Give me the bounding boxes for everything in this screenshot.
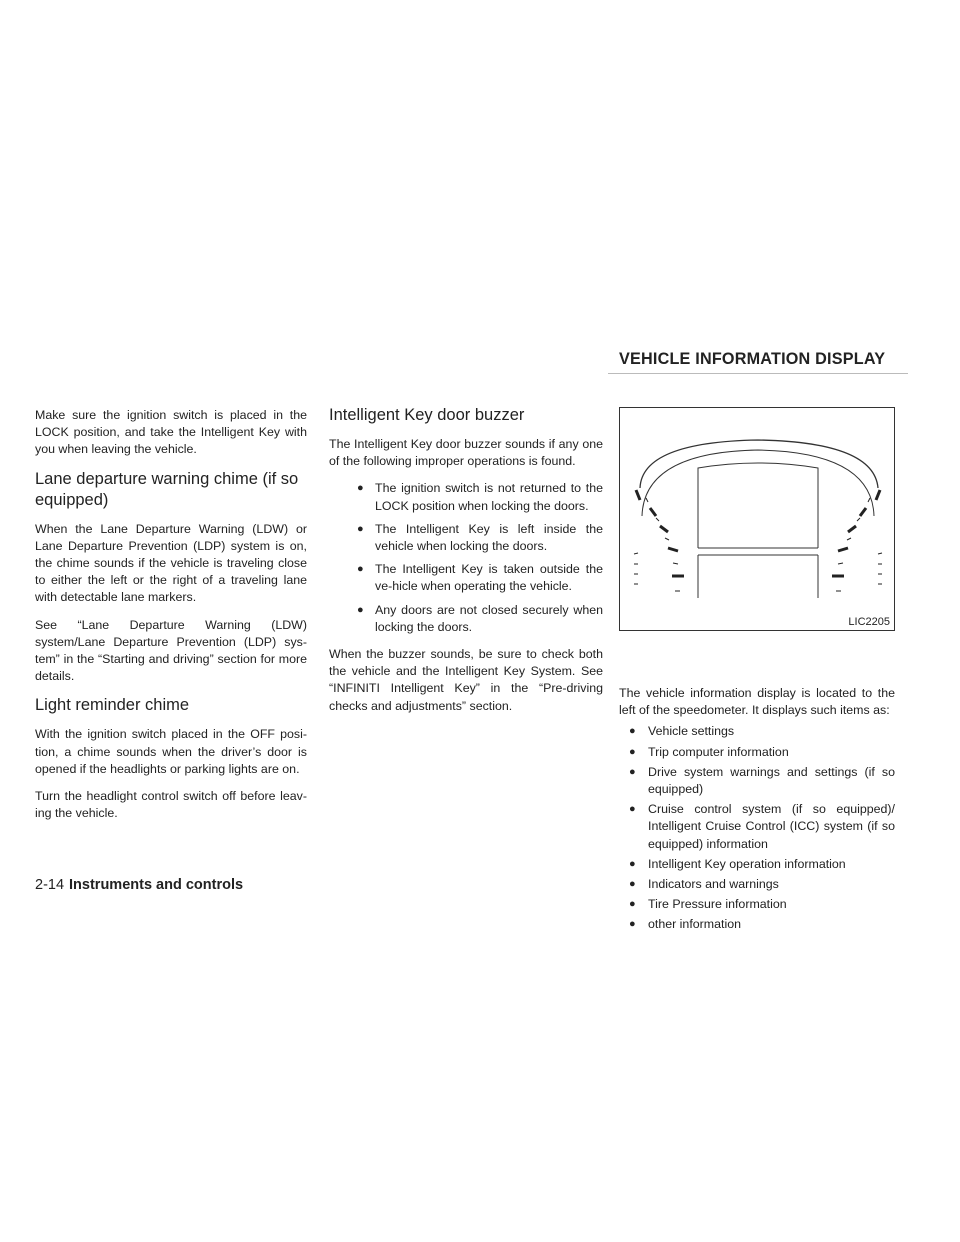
bullet-icon: ● [357, 522, 364, 535]
instrument-cluster-illustration [620, 408, 896, 632]
chapter-title: Instruments and controls [69, 877, 244, 893]
list-item: ● Intelligent Key operation information [619, 856, 895, 873]
vehicle-info-list [619, 723, 895, 933]
section-title: VEHICLE INFORMATION DISPLAY [619, 350, 886, 368]
instrument-cluster-figure [619, 407, 895, 631]
lane-departure-heading: Lane departure warning chime (if so equipped) [35, 469, 299, 509]
bullet-icon: ● [357, 482, 364, 495]
bullet-icon: ● [629, 745, 636, 758]
light-reminder-heading: Light reminder chime [35, 696, 190, 715]
door-buzzer-paragraph-1: The Intelligent Key door buzzer sounds if any one of the following improper operations is found. [329, 437, 603, 469]
bullet-icon: ● [629, 918, 636, 931]
column-left [35, 407, 307, 832]
list-item: ● The Intelligent Key is left inside the vehicle when locking the doors. [357, 521, 603, 554]
bullet-icon: ● [629, 878, 636, 891]
bullet-icon: ● [629, 725, 636, 738]
section-divider [608, 373, 908, 374]
figure-label: LIC2205 [848, 616, 890, 628]
door-buzzer-list [329, 480, 603, 636]
list-item: ● Indicators and warnings [619, 876, 895, 893]
list-item: ● Trip computer information [619, 744, 895, 761]
bullet-icon: ● [629, 898, 636, 911]
list-item: ● Drive system warnings and settings (if so equipped) [629, 764, 895, 797]
light-reminder-paragraph-1: With the ignition switch placed in the OFF posi-tion, a chime sounds when the driver’s door is opened if the headlights or parking lights are on. [35, 727, 307, 776]
page-number: 2-14 [35, 877, 65, 893]
bullet-icon: ● [357, 563, 364, 576]
list-item: ● The ignition switch is not returned to the LOCK position when locking the doors. [357, 481, 603, 513]
page-footer [35, 877, 243, 893]
column-middle [329, 407, 603, 725]
bullet-icon: ● [629, 857, 636, 870]
list-item: ● Any doors are not closed securely when locking the doors. [357, 602, 603, 634]
vehicle-info-paragraph: The vehicle information display is located to the left of the speedometer. It displays such items as: [619, 686, 895, 718]
light-reminder-paragraph-2: Turn the headlight control switch off before leav-ing the vehicle. [35, 789, 307, 821]
column-right [619, 685, 895, 944]
intro-paragraph: Make sure the ignition switch is placed in the LOCK position, and take the Intelligent Key with you when leaving the vehicle. [35, 408, 307, 457]
door-buzzer-heading: Intelligent Key door buzzer [329, 406, 525, 424]
bullet-icon: ● [629, 803, 636, 816]
bullet-icon: ● [629, 765, 636, 778]
lane-departure-paragraph-2: See “Lane Departure Warning (LDW) system/Lane Departure Prevention (LDP) sys-tem” in the “Starting and driving” section for more details. [35, 617, 307, 684]
list-item: ● Vehicle settings [619, 723, 895, 740]
list-item: ● The Intelligent Key is taken outside the ve-hicle when operating the vehicle. [357, 562, 603, 594]
door-buzzer-paragraph-2: When the buzzer sounds, be sure to check both the vehicle and the Intelligent Key System. See “INFINITI Intelligent Key” in the “Pre-driving checks and adjustments” section. [329, 647, 603, 713]
lane-departure-paragraph-1: When the Lane Departure Warning (LDW) or Lane Departure Prevention (LDP) system is on, the chime sounds if the vehicle is traveling close to either the left or the right of a traveling lane with detectable lane markers. [35, 521, 307, 605]
list-item: ● Tire Pressure information [619, 896, 895, 913]
bullet-icon: ● [357, 603, 364, 616]
list-item: ● Cruise control system (if so equipped)/ Intelligent Cruise Control (ICC) system (if so equipped) information [629, 802, 895, 851]
list-item: ● other information [619, 916, 895, 933]
